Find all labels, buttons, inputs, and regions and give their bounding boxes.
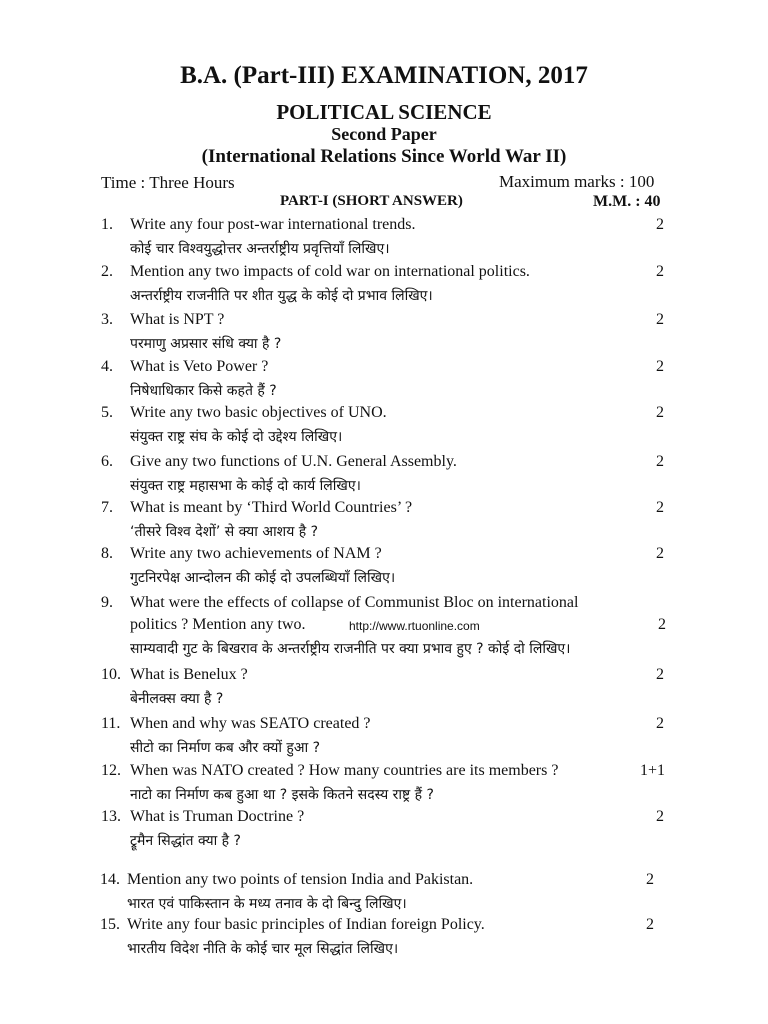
question-marks: 2 — [656, 216, 664, 233]
question-marks: 2 — [656, 808, 664, 825]
question-english: What were the effects of collapse of Communist Bloc on international — [130, 594, 579, 611]
question-item — [0, 594, 768, 664]
question-marks: 2 — [656, 263, 664, 280]
question-marks: 2 — [656, 545, 664, 562]
question-item — [0, 666, 768, 714]
question-hindi: कोई चार विश्वयुद्धोत्तर अन्तर्राष्ट्रीय प्रवृत्तियाँ लिखिए। — [130, 241, 390, 257]
question-english: What is meant by ‘Third World Countries’ ? — [130, 499, 413, 516]
question-english: What is Truman Doctrine ? — [130, 808, 305, 825]
question-english: What is Veto Power ? — [130, 358, 269, 375]
question-number: 2. — [101, 263, 113, 280]
question-english: When was NATO created ? How many countries are its members ? — [130, 762, 559, 779]
question-marks: 2 — [656, 358, 664, 375]
question-hindi: संयुक्त राष्ट्र संघ के कोई दो उद्देश्य लिखिए। — [130, 429, 343, 445]
part-heading: PART-I (SHORT ANSWER) — [280, 193, 463, 209]
question-number: 1. — [101, 216, 113, 233]
question-number: 14. — [100, 871, 120, 888]
question-number: 13. — [101, 808, 121, 825]
part-marks: M.M. : 40 — [593, 193, 661, 210]
paper-label: Second Paper — [331, 124, 437, 144]
question-marks: 2 — [656, 666, 664, 683]
question-hindi: बेनीलक्स क्या है ? — [130, 691, 224, 707]
max-marks-label: Maximum marks : 100 — [499, 172, 655, 191]
question-hindi: साम्यवादी गुट के बिखराव के अन्तर्राष्ट्रीय राजनीति पर क्या प्रभाव हुए ? कोई दो लिखिए। — [130, 641, 571, 657]
question-number: 15. — [100, 916, 120, 933]
question-marks: 2 — [656, 499, 664, 516]
question-number: 7. — [101, 499, 113, 516]
paper-title: (International Relations Since World War II) — [201, 146, 567, 167]
question-marks: 2 — [656, 404, 664, 421]
question-number: 4. — [101, 358, 113, 375]
question-hindi: भारत एवं पाकिस्तान के मध्य तनाव के दो बिन्दु लिखिए। — [127, 896, 407, 912]
question-english-continued: politics ? Mention any two. — [130, 616, 306, 633]
question-marks: 2 — [656, 715, 664, 732]
question-hindi: ट्रूमैन सिद्धांत क्या है ? — [130, 833, 241, 849]
question-marks: 2 — [646, 871, 654, 888]
question-item — [0, 453, 768, 501]
question-hindi: सीटो का निर्माण कब और क्यों हुआ ? — [130, 740, 321, 756]
question-marks: 2 — [656, 453, 664, 470]
question-number: 5. — [101, 404, 113, 421]
question-number: 6. — [101, 453, 113, 470]
question-english: Mention any two impacts of cold war on international politics. — [130, 263, 530, 280]
question-marks: 2 — [658, 616, 666, 633]
question-number: 9. — [101, 594, 113, 611]
question-hindi: गुटनिरपेक्ष आन्दोलन की कोई दो उपलब्धियाँ लिखिए। — [130, 570, 396, 586]
question-hindi: भारतीय विदेश नीति के कोई चार मूल सिद्धांत लिखिए। — [127, 941, 399, 957]
question-item — [0, 216, 768, 264]
question-number: 3. — [101, 311, 113, 328]
question-hindi: अन्तर्राष्ट्रीय राजनीति पर शीत युद्ध के कोई दो प्रभाव लिखिए। — [130, 288, 433, 304]
question-marks: 1+1 — [640, 762, 666, 779]
question-hindi: नाटो का निर्माण कब हुआ था ? इसके कितने सदस्य राष्ट्र हैं ? — [130, 787, 434, 803]
question-english: Mention any two points of tension India and Pakistan. — [127, 871, 474, 888]
question-marks: 2 — [656, 311, 664, 328]
question-item — [0, 545, 768, 593]
subject-title: POLITICAL SCIENCE — [276, 100, 492, 124]
question-english: What is NPT ? — [130, 311, 225, 328]
question-item — [0, 871, 768, 919]
question-number: 8. — [101, 545, 113, 562]
time-label: Time : Three Hours — [101, 173, 235, 192]
question-item — [0, 916, 768, 964]
question-item — [0, 499, 768, 547]
question-hindi: संयुक्त राष्ट्र महासभा के कोई दो कार्य लिखिए। — [130, 478, 361, 494]
question-marks: 2 — [646, 916, 654, 933]
question-hindi: ‘तीसरे विश्व देशों’ से क्या आशय है ? — [130, 524, 319, 540]
question-number: 11. — [101, 715, 121, 732]
question-hindi: परमाणु अप्रसार संधि क्या है ? — [130, 336, 282, 352]
exam-title: B.A. (Part-III) EXAMINATION, 2017 — [180, 62, 588, 89]
question-item — [0, 715, 768, 763]
question-item — [0, 808, 768, 856]
question-english: Write any four post-war international trends. — [130, 216, 416, 233]
question-english: Give any two functions of U.N. General Assembly. — [130, 453, 457, 470]
question-item — [0, 404, 768, 452]
question-number: 10. — [101, 666, 121, 683]
question-english: What is Benelux ? — [130, 666, 248, 683]
question-english: When and why was SEATO created ? — [130, 715, 371, 732]
source-url: http://www.rtuonline.com — [349, 619, 480, 633]
question-hindi: निषेधाधिकार किसे कहते हैं ? — [130, 383, 277, 399]
question-item — [0, 263, 768, 311]
question-english: Write any two basic objectives of UNO. — [130, 404, 387, 421]
question-english: Write any two achievements of NAM ? — [130, 545, 382, 562]
question-item — [0, 762, 768, 810]
question-item — [0, 358, 768, 406]
question-english: Write any four basic principles of Indian foreign Policy. — [127, 916, 485, 933]
question-item — [0, 311, 768, 359]
question-number: 12. — [101, 762, 121, 779]
